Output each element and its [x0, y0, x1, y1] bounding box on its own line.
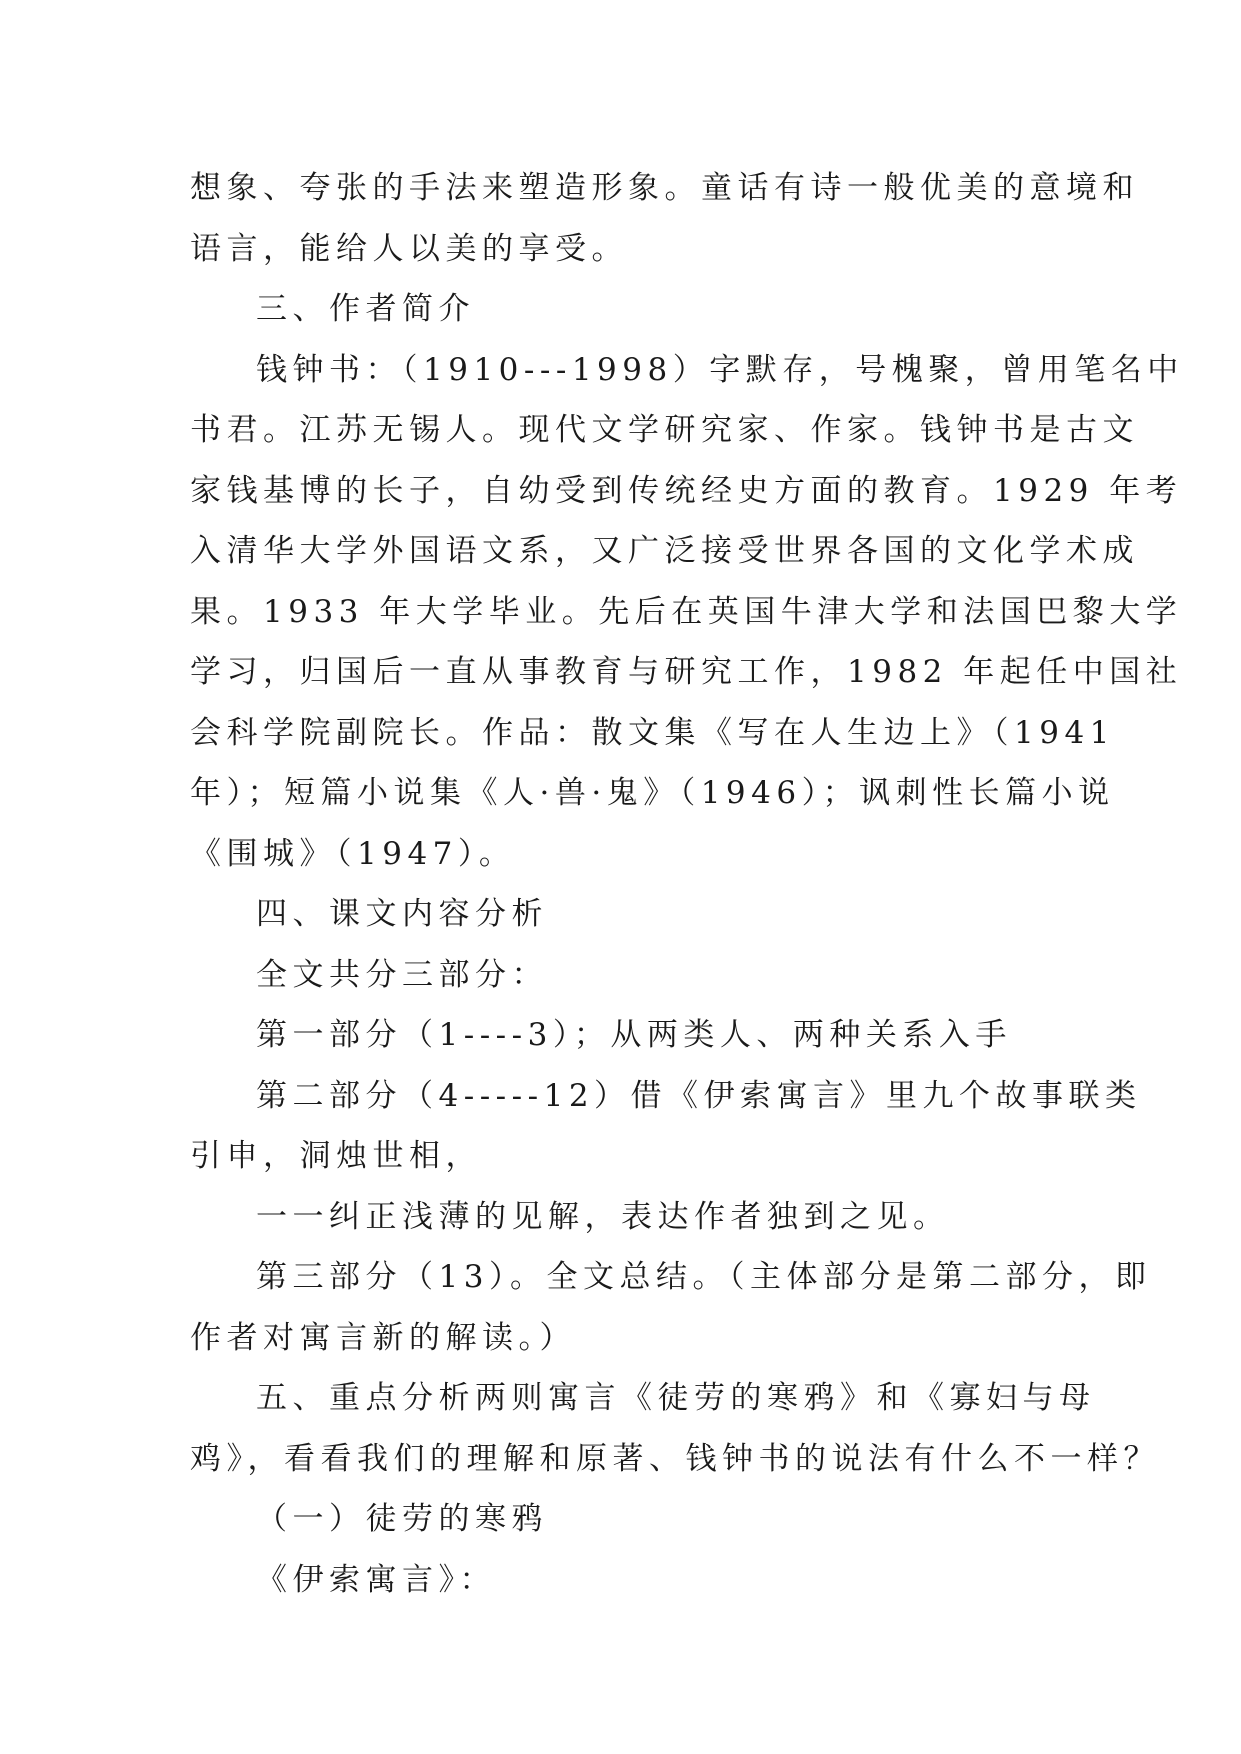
text-line: 全文共分三部分： — [256, 956, 548, 993]
text-line: 书君。江苏无锡人。现代文学研究家、作家。钱钟书是古文 — [190, 412, 1139, 448]
text-line: 《伊索寓言》： — [256, 1561, 496, 1598]
text-line: 《围城》（1947）。 — [190, 835, 516, 872]
text-line: 想象、夸张的手法来塑造形象。童话有诗一般优美的意境和 — [190, 170, 1139, 206]
text-line: 引申，洞烛世相， — [190, 1138, 482, 1174]
subsection-heading: （一）徒劳的寒鸦 — [256, 1501, 548, 1537]
text-line: 钱钟书：（1910---1998）字默存，号槐聚，曾用笔名中 — [256, 351, 1184, 388]
text-line: 学习，归国后一直从事教育与研究工作，1982 年起任中国社 — [190, 654, 1183, 690]
document-body — [190, 158, 1184, 1610]
section-heading: 四、课文内容分析 — [256, 896, 548, 932]
text-line: 果。1933 年大学毕业。先后在英国牛津大学和法国巴黎大学 — [190, 593, 1183, 630]
section-heading: 五、重点分析两则寓言《徒劳的寒鸦》和《寡妇与母 — [256, 1380, 1096, 1416]
text-line: 作者对寓言新的解读。） — [190, 1319, 576, 1356]
text-line: 第一部分（1----3）；从两类人、两种关系入手 — [256, 1017, 1012, 1053]
text-line: 家钱基博的长子，自幼受到传统经史方面的教育。1929 年考 — [190, 472, 1183, 509]
text-line: 语言，能给人以美的享受。 — [190, 230, 628, 267]
text-line: 鸡》，看看我们的理解和原著、钱钟书的说法有什么不一样？ — [190, 1440, 1160, 1477]
text-line: 会科学院副院长。作品：散文集《写在人生边上》（1941 — [190, 714, 1115, 751]
text-line: 入清华大学外国语文系，又广泛接受世界各国的文化学术成 — [190, 533, 1139, 569]
text-line: 年）；短篇小说集《人·兽·鬼》（1946）；讽刺性长篇小说 — [190, 775, 1115, 811]
text-line: 第二部分（4-----12）借《伊索寓言》里九个故事联类 — [256, 1077, 1142, 1114]
text-line: 第三部分（13）。全文总结。（主体部分是第二部分，即 — [256, 1259, 1152, 1295]
text-line: 一一纠正浅薄的见解，表达作者独到之见。 — [256, 1198, 950, 1235]
section-heading: 三、作者简介 — [256, 291, 475, 327]
